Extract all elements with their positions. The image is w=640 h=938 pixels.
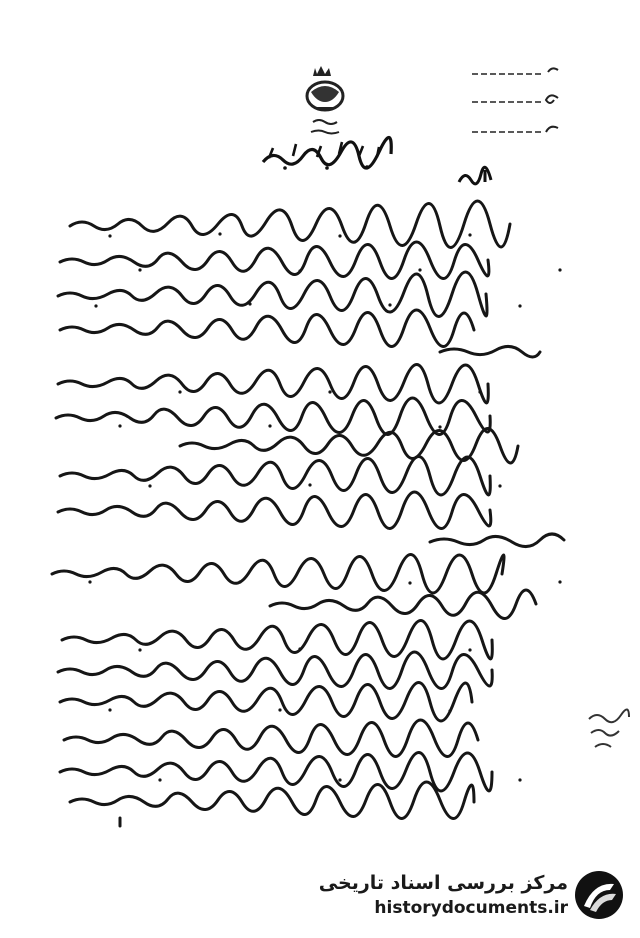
footer-org-name: مرکز بررسی اسناد تاریخی [318,872,568,894]
handwritten-margin-note-icon [585,705,633,765]
letterhead-emblem-icon [255,62,395,182]
footer-site-link[interactable]: historydocuments.ir [374,898,568,918]
reference-fields [462,62,572,142]
salutation-mark [455,162,495,190]
footer-watermark [319,870,568,920]
curved-page-logo-icon [572,868,626,922]
